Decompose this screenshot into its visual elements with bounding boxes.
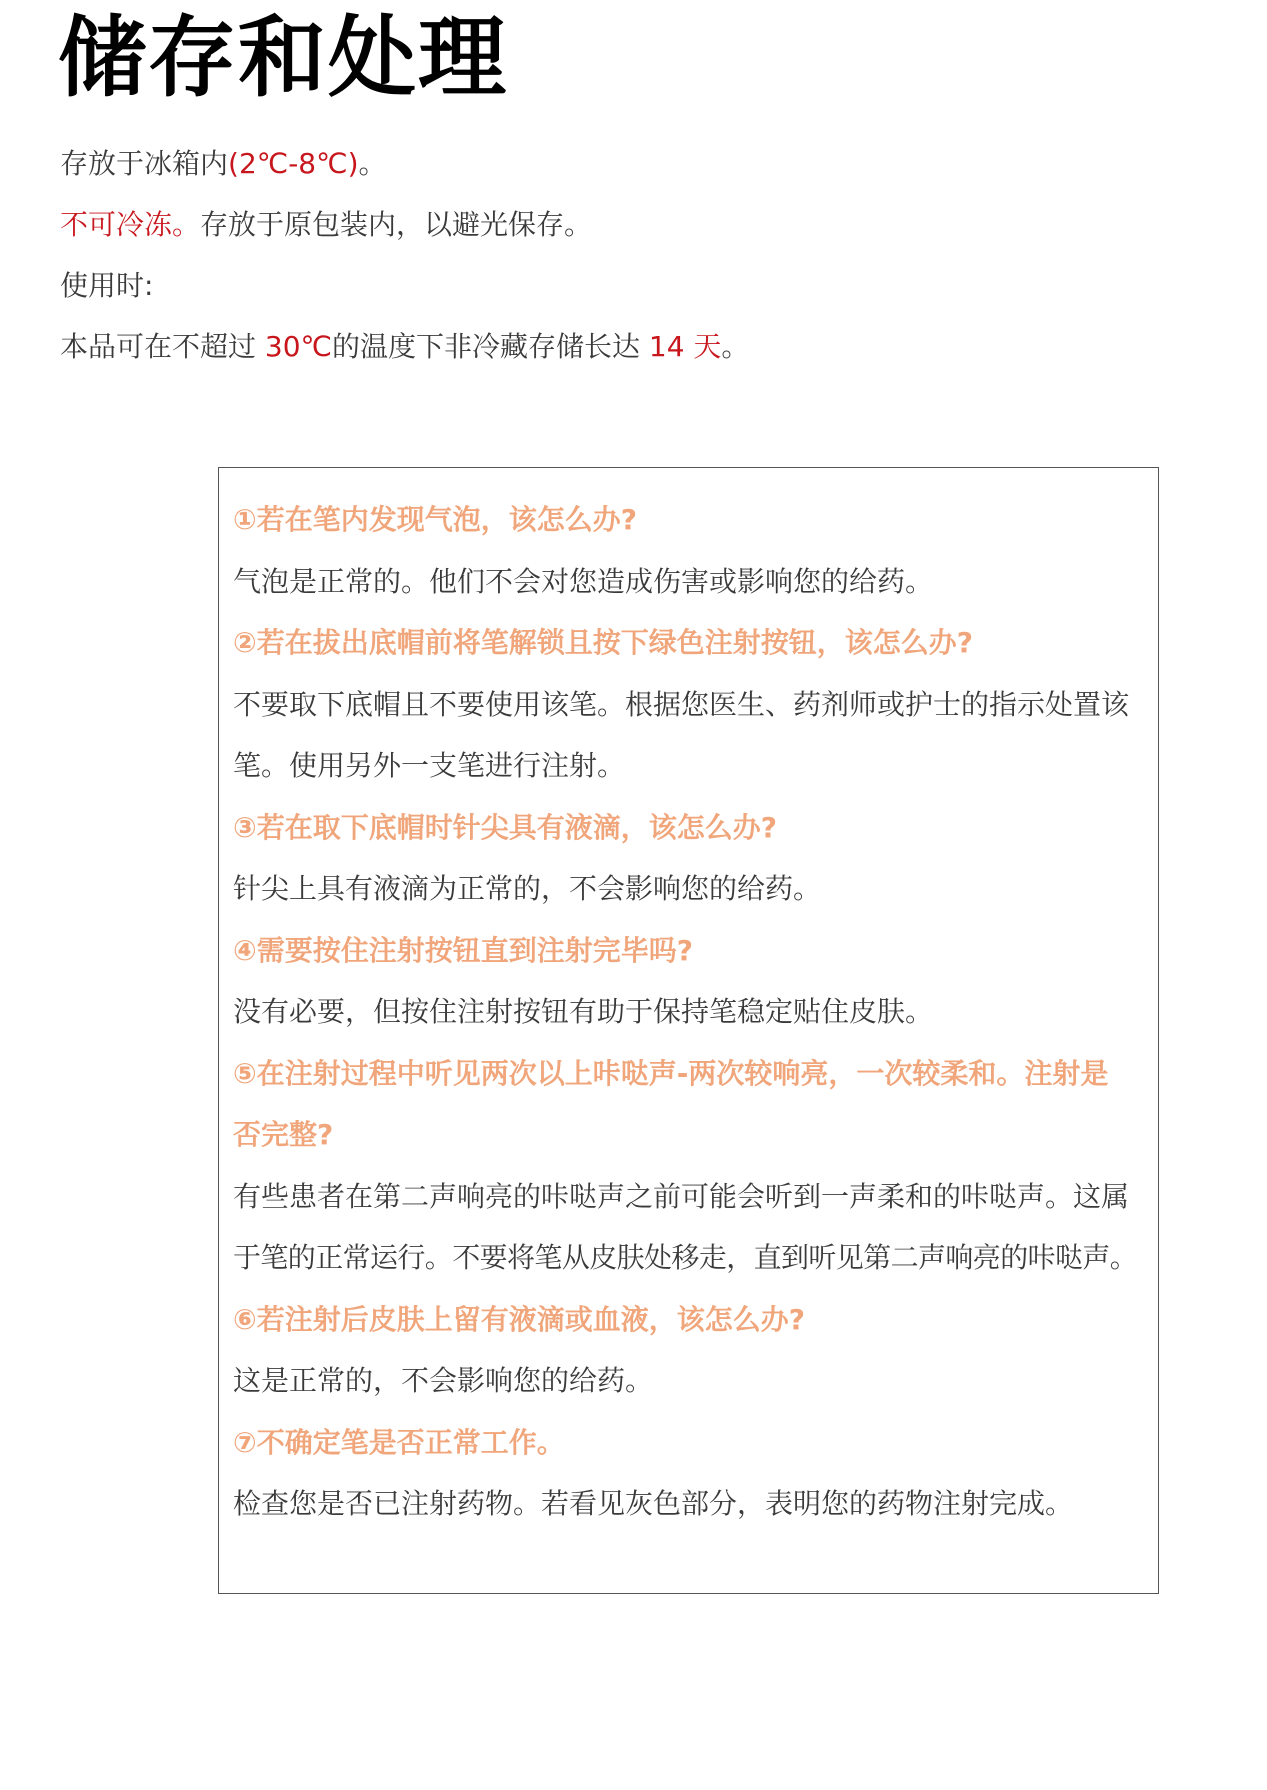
temperature-range: (2℃-8℃): [228, 147, 359, 180]
faq-answer: 针尖上具有液滴为正常的，不会影响您的给药。: [233, 872, 822, 905]
faq-item: [233, 1412, 1144, 1535]
faq-item: [233, 920, 1144, 1043]
no-freeze-warning: 不可冷冻。: [60, 208, 201, 241]
faq-question: 否完整?: [233, 1118, 334, 1151]
faq-answer: 笔。使用另外一支笔进行注射。: [233, 749, 626, 782]
faq-item: [233, 1289, 1144, 1412]
faq-question: ⑤在注射过程中听见两次以上咔哒声-两次较响亮，一次较柔和。注射是: [233, 1056, 1109, 1090]
storage-text: 。: [358, 147, 387, 180]
faq-answer: 不要取下底帽且不要使用该笔。根据您医生、药剂师或护士的指示处置该: [233, 687, 1130, 721]
faq-answer: 有些患者在第二声响亮的咔哒声之前可能会听到一声柔和的咔哒声。这属: [233, 1179, 1130, 1213]
faq-question: ⑥若注射后皮肤上留有液滴或血液，该怎么办?: [233, 1302, 805, 1336]
storage-days: 14 天: [648, 330, 722, 363]
faq-answer: 于笔的正常运行。不要将笔从皮肤处移走，直到听见第二声响亮的咔哒声。: [233, 1241, 1138, 1274]
faq-item: [233, 1043, 1144, 1289]
faq-question: ⑦不确定笔是否正常工作。: [233, 1425, 565, 1459]
faq-item: [233, 612, 1144, 797]
faq-answer: 没有必要，但按住注射按钮有助于保持笔稳定贴住皮肤。: [233, 995, 934, 1028]
faq-box: [218, 467, 1159, 1594]
storage-instructions: [60, 133, 1210, 377]
storage-text: 。: [721, 330, 750, 363]
faq-answer: 气泡是正常的。他们不会对您造成伤害或影响您的给药。: [233, 564, 934, 598]
storage-text: 存放于冰箱内: [60, 147, 229, 180]
in-use-label: 使用时:: [60, 269, 154, 302]
faq-item: [233, 489, 1144, 612]
storage-text: 存放于原包装内，以避光保存。: [200, 208, 593, 241]
storage-text: 的温度下非冷藏存储长达: [331, 330, 649, 363]
faq-question: ④需要按住注射按钮直到注射完毕吗?: [233, 933, 693, 967]
storage-line-fridge: [60, 133, 1210, 194]
faq-answer: 这是正常的，不会影响您的给药。: [233, 1364, 654, 1397]
max-temperature: 30℃: [264, 330, 332, 363]
faq-item: [233, 797, 1144, 920]
storage-line-freeze: [60, 194, 1210, 255]
faq-question: ③若在取下底帽时针尖具有液滴，该怎么办?: [233, 810, 777, 844]
faq-answer: 检查您是否已注射药物。若看见灰色部分，表明您的药物注射完成。: [233, 1487, 1074, 1520]
faq-question: ②若在拔出底帽前将笔解锁且按下绿色注射按钮，该怎么办?: [233, 626, 973, 659]
page-title: 储存和处理: [58, 6, 509, 109]
storage-line-room-temp: [60, 316, 1210, 377]
storage-text: 本品可在不超过: [60, 330, 265, 363]
storage-line-in-use: [60, 255, 1210, 316]
faq-question: ①若在笔内发现气泡，该怎么办?: [233, 503, 637, 536]
